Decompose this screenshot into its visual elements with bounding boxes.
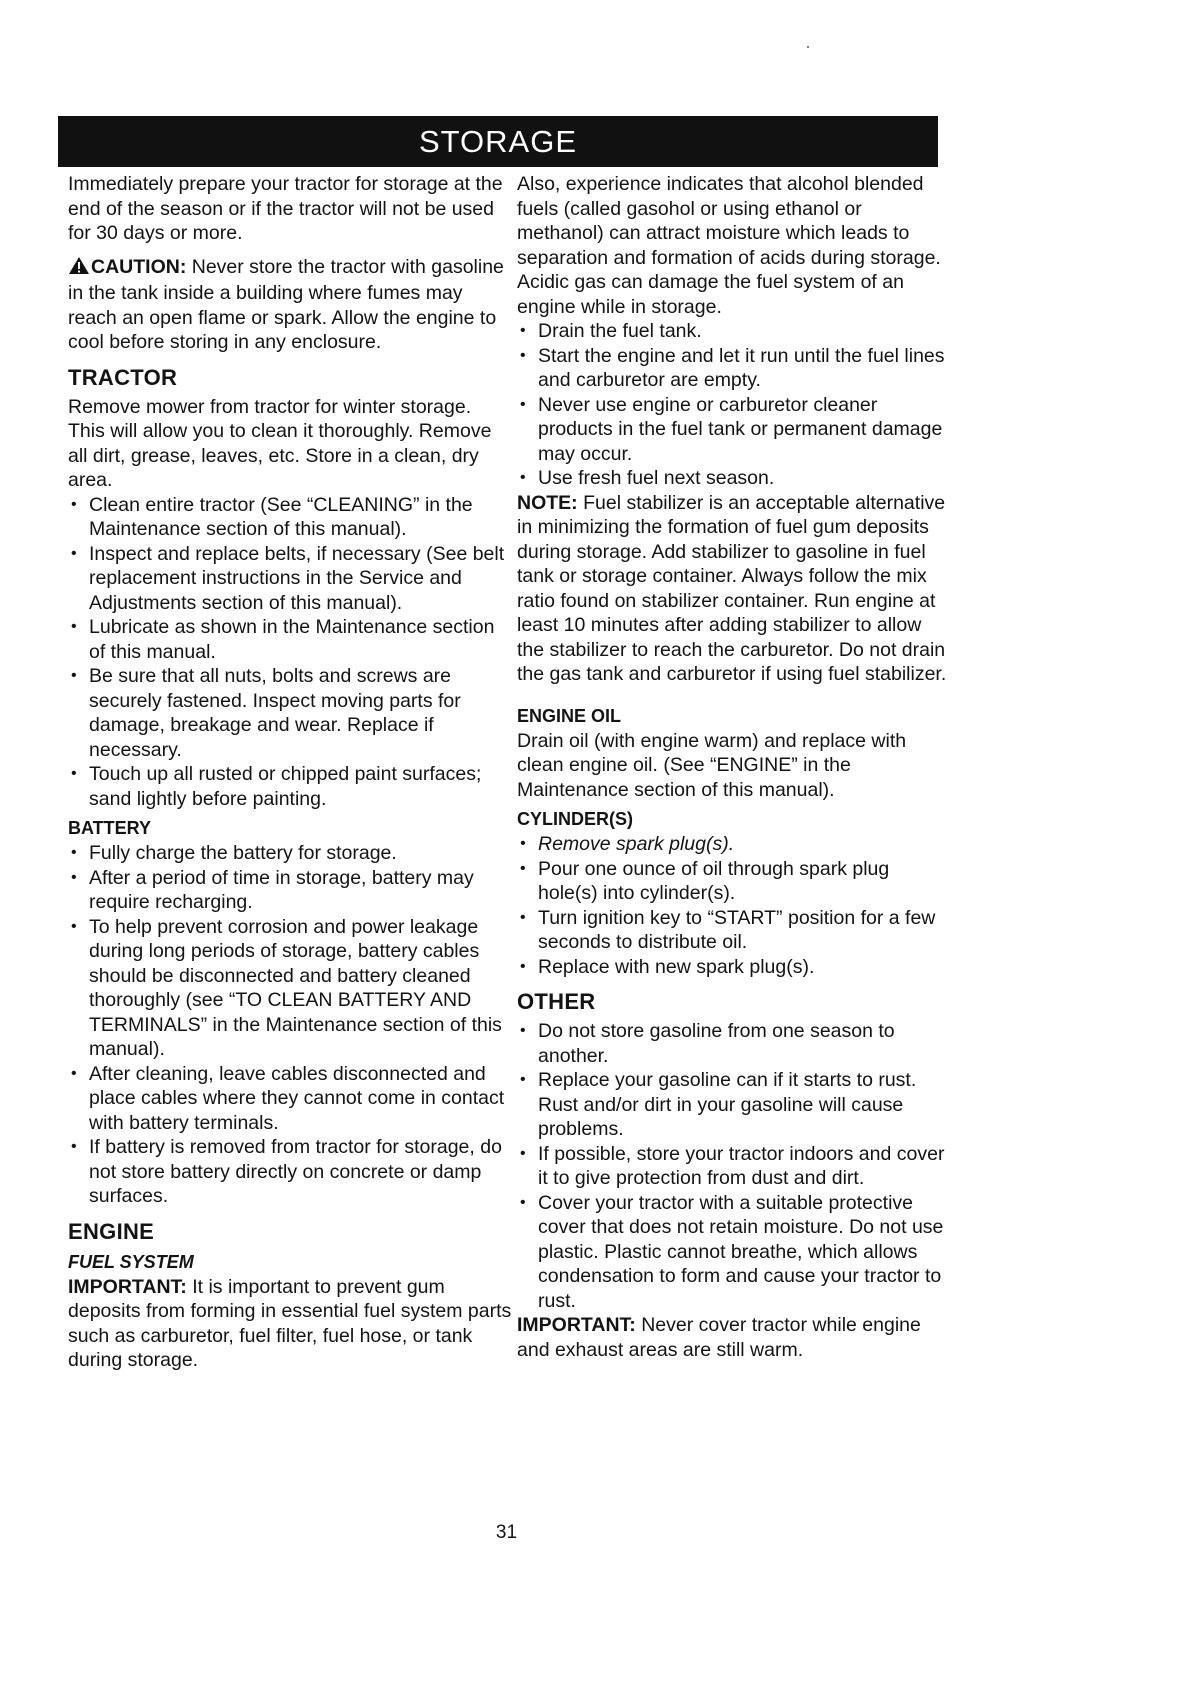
list-item: • Remove spark plug(s). xyxy=(517,832,947,857)
battery-list xyxy=(68,841,513,1209)
list-item: • Do not store gasoline from one season to another. xyxy=(517,1019,947,1068)
important-label: IMPORTANT: xyxy=(517,1314,636,1336)
list-item: • Be sure that all nuts, bolts and screws are securely fastened. Inspect moving parts for damage, breakage and wear. Replace if necessary. xyxy=(68,664,513,762)
note-label: NOTE: xyxy=(517,491,578,514)
battery-heading: BATTERY xyxy=(68,818,151,838)
other-list xyxy=(517,1019,947,1313)
tractor-heading: TRACTOR xyxy=(68,364,178,390)
list-item: • After a period of time in storage, battery may require recharging. xyxy=(68,866,513,915)
cylinders-list xyxy=(517,832,947,979)
list-item: • Replace with new spark plug(s). xyxy=(517,955,947,980)
list-item: • Fully charge the battery for storage. xyxy=(68,841,513,866)
list-item: • Pour one ounce of oil through spark plug hole(s) into cylinder(s). xyxy=(517,857,947,906)
list-item: • Never use engine or carburetor cleaner products in the fuel tank or permanent damage may occur. xyxy=(517,393,947,467)
intro-paragraph: Immediately prepare your tractor for storage at the end of the season or if the tractor will not be used for 30 days or more. xyxy=(68,173,503,244)
engine-heading: ENGINE xyxy=(68,1218,155,1244)
caution-label: CAUTION: xyxy=(91,255,187,278)
list-item: • If possible, store your tractor indoors and cover it to give protection from dust and dirt. xyxy=(517,1142,947,1191)
note-paragraph xyxy=(517,491,947,687)
list-item: • Replace your gasoline can if it starts to rust. Rust and/or dirt in your gasoline will cause problems. xyxy=(517,1068,947,1142)
list-item: • Turn ignition key to “START” position for a few seconds to distribute oil. xyxy=(517,906,947,955)
warning-triangle-icon xyxy=(68,256,90,282)
cylinders-heading: CYLINDER(S) xyxy=(517,809,633,829)
list-item: • Start the engine and let it run until the fuel lines and carburetor are empty. xyxy=(517,344,947,393)
caution-paragraph xyxy=(68,255,513,355)
list-item: • Drain the fuel tank. xyxy=(517,319,947,344)
tractor-paragraph: Remove mower from tractor for winter storage. This will allow you to clean it thoroughly. Remove all dirt, grease, leaves, etc. Store in a clean, dry area. xyxy=(68,395,492,491)
right-column xyxy=(517,172,947,1362)
list-item: • To help prevent corrosion and power leakage during long periods of storage, battery cables should be disconnected and battery cleaned thoroughly (see “TO CLEAN BATTERY AND TERMINALS” in the Maintenance section of this manual). xyxy=(68,915,513,1062)
left-column xyxy=(68,172,513,1373)
scan-speck xyxy=(807,46,809,48)
engine-oil-heading: ENGINE OIL xyxy=(517,705,622,726)
list-item: • Clean entire tractor (See “CLEANING” in the Maintenance section of this manual). xyxy=(68,493,513,542)
list-item: • Lubricate as shown in the Maintenance section of this manual. xyxy=(68,615,513,664)
page-title-banner xyxy=(58,116,938,167)
other-heading: OTHER xyxy=(517,989,596,1014)
alcohol-fuel-paragraph: Also, experience indicates that alcohol blended fuels (called gasohol or using ethanol or methanol) can attract moisture which leads to separation and formation of acids during storage. Acidic gas can damage the fuel system of an engine while in storage. xyxy=(517,173,941,318)
list-item: • Inspect and replace belts, if necessary (See belt replacement instructions in the Service and Adjustments section of this manual). xyxy=(68,542,513,616)
important-text: It is important to prevent gum deposits from forming in essential fuel system parts such as carburetor, fuel filter, fuel hose, or tank during storage. xyxy=(68,1275,512,1371)
list-item: • After cleaning, leave cables disconnected and place cables where they cannot come in contact with battery terminals. xyxy=(68,1062,513,1136)
fuel-list xyxy=(517,319,947,491)
fuel-system-heading: FUEL SYSTEM xyxy=(68,1251,194,1272)
list-item: • Touch up all rusted or chipped paint surfaces; sand lightly before painting. xyxy=(68,762,513,811)
list-item: • Cover your tractor with a suitable protective cover that does not retain moisture. Do not use plastic. Plastic cannot breathe, which allows condensation to form and cause your tractor to rust. xyxy=(517,1191,947,1314)
list-item: • If battery is removed from tractor for storage, do not store battery directly on concrete or damp surfaces. xyxy=(68,1135,513,1209)
tractor-list xyxy=(68,493,513,812)
page-number: 31 xyxy=(495,1522,518,1543)
important-warm-paragraph xyxy=(517,1313,947,1362)
engine-oil-paragraph: Drain oil (with engine warm) and replace with clean engine oil. (See “ENGINE” in the Maintenance section of this manual). xyxy=(517,729,907,801)
important-label: IMPORTANT: xyxy=(68,1275,187,1298)
note-text: Fuel stabilizer is an acceptable alternative in minimizing the formation of fuel gum deposits during storage. Add stabilizer to gasoline in fuel tank or storage container. Always follow the mix ratio found on stabilizer container. Run engine at least 10 minutes after adding stabilizer to allow the stabilizer to reach the carburetor. Do not drain the gas tank and carburetor if using fuel stabilizer. xyxy=(517,491,947,685)
important-paragraph xyxy=(68,1275,513,1373)
important-text: Never cover tractor while engine and exhaust areas are still warm. xyxy=(517,1314,921,1361)
list-item: • Use fresh fuel next season. xyxy=(517,466,947,491)
page-title: STORAGE xyxy=(418,123,578,159)
caution-text: Never store the tractor with gasoline in the tank inside a building where fumes may reach an open flame or spark. Allow the engine to cool before storing in any enclosure. xyxy=(68,255,504,353)
